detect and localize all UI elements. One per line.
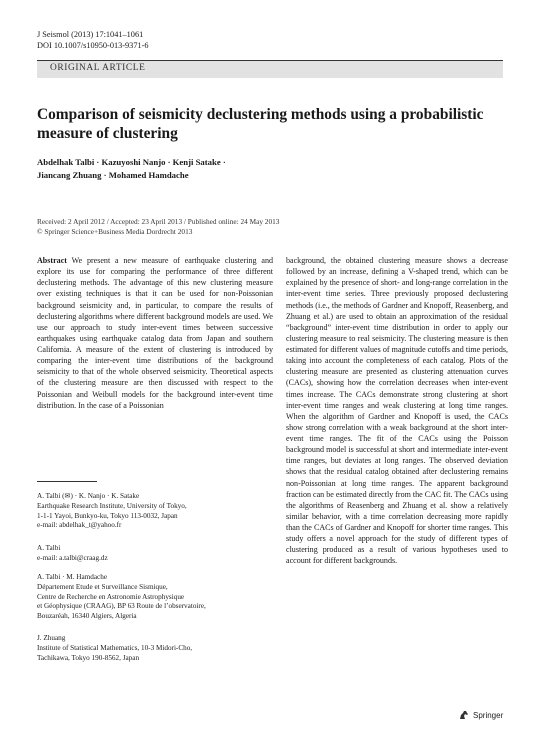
affiliation-block-3 xyxy=(37,573,277,622)
author-line-1: Abdelhak Talbi · Kazuyoshi Nanjo · Kenji Satake · xyxy=(37,157,226,167)
affiliation-line: Département Etude et Surveillance Sismique, xyxy=(37,582,168,591)
affiliation-line: Bouzaréah, 16340 Algiers, Algeria xyxy=(37,612,137,621)
affiliation-email[interactable]: e-mail: a.talbi@craag.dz xyxy=(37,553,108,562)
affiliation-line: A. Talbi xyxy=(37,544,61,552)
affiliation-line: Centre de Recherche en Astronomie Astrophysique xyxy=(37,592,185,601)
affiliation-line: A. Talbi (✉) · K. Nanjo · K. Satake xyxy=(37,492,140,500)
affiliation-email[interactable]: e-mail: abdelhak_t@yahoo.fr xyxy=(37,521,122,530)
paper-title: Comparison of seismicity declustering methods using a probabilistic measure of clustering xyxy=(37,106,484,142)
author-list xyxy=(37,156,507,182)
publication-history xyxy=(37,217,507,237)
springer-horse-icon xyxy=(458,709,470,721)
affiliation-line: et Géophysique (CRAAG), BP 63 Route de l’observatoire, xyxy=(37,602,206,611)
copyright-notice: © Springer Science+Business Media Dordrecht 2013 xyxy=(37,227,193,236)
journal-doi: DOI 10.1007/s10950-013-9371-6 xyxy=(37,41,149,50)
affiliation-line: Institute of Statistical Mathematics, 10-3 Midori-Cho, xyxy=(37,643,193,652)
footnote-divider xyxy=(37,481,97,482)
article-type-label: ORIGINAL ARTICLE xyxy=(50,63,146,73)
publisher-name: Springer xyxy=(473,710,504,720)
affiliation-line: Earthquake Research Institute, University of Tokyo, xyxy=(37,501,187,510)
affiliation-block-4 xyxy=(37,634,277,663)
publisher-logo xyxy=(458,709,503,721)
abstract-text-left: We present a new measure of earthquake clustering and explore its use for comparing the performance of three different declustering methods. The advantage of this new clustering measure over existing techniques is that it can be used for non-Poissonian background seismicity and, in particular, to compare the results of declustering algorithms where different background models are used. We use our approach to study inter-event times between successive earthquakes using earthquake catalog data from Japan and southern California. A measure of the extent of clustering is introduced by comparing the inter-event time distributions of the background seismicity to that of the whole observed seismicity. Theoretical aspects of the clustering measure are then discussed with respect to the Poissonian and Weibull models for the background inter-event time distribution. In the case of a Poissonian xyxy=(37,256,273,410)
affiliation-line: 1-1-1 Yayoi, Bunkyo-ku, Tokyo 113-0032, Japan xyxy=(37,511,178,520)
received-dates: Received: 2 April 2012 / Accepted: 23 April 2013 / Published online: 24 May 2013 xyxy=(37,217,280,226)
journal-citation: J Seismol (2013) 17:1041–1061 xyxy=(37,30,144,39)
affiliation-line: J. Zhuang xyxy=(37,634,66,642)
affiliation-line: Tachikawa, Tokyo 190-8562, Japan xyxy=(37,653,140,662)
author-line-2: Jiancang Zhuang · Mohamed Hamdache xyxy=(37,170,189,180)
abstract-right-column xyxy=(286,255,508,567)
affiliation-line: A. Talbi · M. Hamdache xyxy=(37,573,108,581)
journal-header xyxy=(37,29,149,51)
affiliation-block-1 xyxy=(37,492,277,531)
abstract-label: Abstract xyxy=(37,256,67,265)
article-type-banner xyxy=(37,60,503,78)
affiliation-block-2 xyxy=(37,544,277,564)
abstract-left-column xyxy=(37,255,273,411)
abstract-text-right: background, the obtained clustering measure shows a decrease followed by an increase, defining a V-shaped trend, which can be explained by the presence of short- and long-range correlation in the inter-event time series. Three previously proposed declustering methods (i.e., the methods of Gardner and Knopoff, Reasenberg, and Zhuang et al.) are used to obtain an approximation of the residual “background” inter-event time distribution in order to apply our clustering measure to real seismicity. The clustering measure is then estimated for different values of magnitude cutoffs and time periods, taking into account the completeness of each catalog. Plots of the clustering measure are presented as clustering attenuation curves (CACs), showing how the correlation decreases when inter-event times increase. The CACs demonstrate strong clustering at short inter-event time ranges and weak clustering at long time ranges. When the algorithm of Gardner and Knopoff is used, the CACs show strong correlation with a weak background at the short inter-event time ranges. The fit of the CACs using the Poisson background model is successful at short and intermediate inter-event time ranges, but deviates at long ranges. The observed deviation shows that the residual catalog obtained after declustering remains non-Poissonian at long time ranges. The apparent background fraction can be estimated directly from the CAC fit. The CACs using the algorithms of Reasenberg and Zhuang et al. show a relatively similar behavior, with a time correlation decreasing more rapidly than the CACs of Gardner and Knopoff for shorter time ranges. This study offers a novel approach for the study of different types of clustering produced as a result of various hypotheses used to account for different backgrounds. xyxy=(286,256,508,566)
